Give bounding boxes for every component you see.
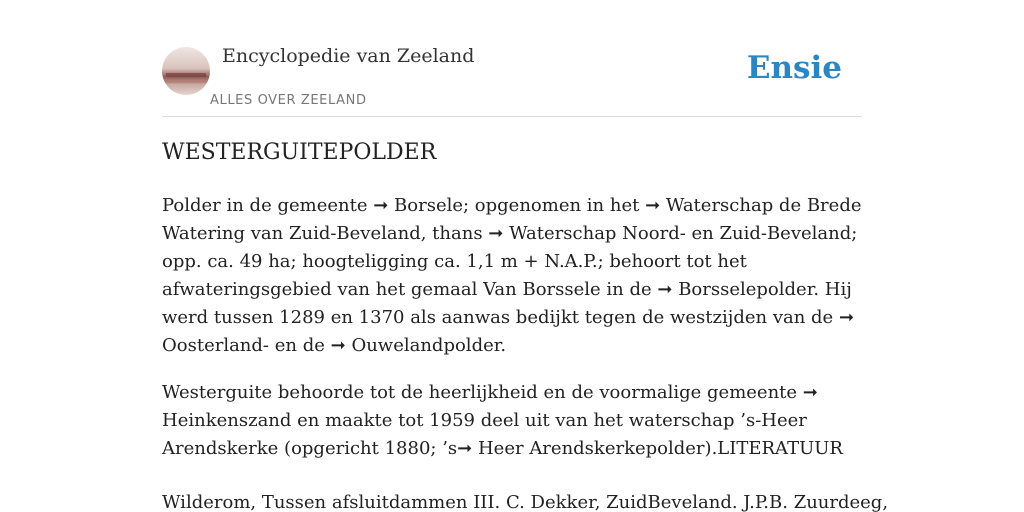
link-waterschap-noord-zuid-beveland[interactable]: Waterschap Noord- en Zuid-Beveland [509, 223, 852, 244]
paragraph-text: . [500, 335, 507, 356]
arrow-icon: ➞ [838, 307, 855, 328]
link-borsselepolder[interactable]: Borsselepolder [678, 279, 814, 300]
link-heinkenszand[interactable]: Heinkenszand [162, 410, 292, 431]
link-heer-arendskerkepolder[interactable]: Heer Arendskerkepolder [477, 438, 705, 459]
ensie-logo-link[interactable]: Ensie [746, 50, 842, 86]
arrow-icon: ➞ [645, 195, 661, 216]
paragraph-text: ; opp. ca. 49 ha; hoogteligging ca. 1,1 m + N.A.P.; behoort tot het afwateringsgebied van het gemaal Van Borssele in de [162, 223, 858, 300]
article-paragraph [162, 379, 862, 463]
link-borsele[interactable]: Borsele [394, 195, 463, 216]
literature-text: Wilderom, Tussen afsluitdammen III. C. Dekker, ZuidBeveland. J.P.B. Zuurdeeg, [162, 492, 889, 512]
article-title: WESTERGUITEPOLDER [162, 140, 437, 165]
site-title[interactable]: Encyclopedie van Zeeland [222, 45, 475, 67]
paragraph-text: Polder in de gemeente [162, 195, 374, 216]
paragraph-text: ; opgenomen in het [463, 195, 646, 216]
arrow-icon: ➞ [330, 335, 346, 356]
arrow-icon: ➞ [802, 382, 818, 403]
paragraph-text: en de [269, 335, 331, 356]
arrow-icon: ➞ [457, 438, 473, 459]
link-oosterland[interactable]: Oosterland- [162, 335, 270, 356]
paragraph-text: Westerguite behoorde tot de heerlijkheid en de voormalige gemeente [162, 382, 803, 403]
paragraph-text: ).LITERATUUR [704, 438, 843, 459]
arrow-icon: ➞ [373, 195, 389, 216]
avatar-stripe [166, 73, 206, 77]
avatar-stripe [162, 80, 210, 83]
paragraph-text: en maakte tot 1959 deel uit van het waterschap ’s-Heer Arendskerke (opgericht 1880; ’s [162, 410, 807, 459]
site-avatar[interactable] [162, 47, 210, 95]
link-waterschap-brede-watering[interactable]: Waterschap de Brede Watering van Zuid-Beveland [162, 195, 862, 244]
arrow-icon: ➞ [488, 223, 504, 244]
site-header [162, 0, 862, 117]
paragraph-text: , thans [420, 223, 489, 244]
content-container [162, 0, 889, 512]
paragraph-text: . Hij werd tussen 1289 en 1370 als aanwas bedijkt tegen de westzijden van de [162, 279, 852, 328]
article-paragraph [162, 192, 862, 360]
link-ouwelandpolder[interactable]: Ouwelandpolder [351, 335, 501, 356]
arrow-icon: ➞ [657, 279, 673, 300]
site-subtitle: ALLES OVER ZEELAND [210, 93, 367, 108]
